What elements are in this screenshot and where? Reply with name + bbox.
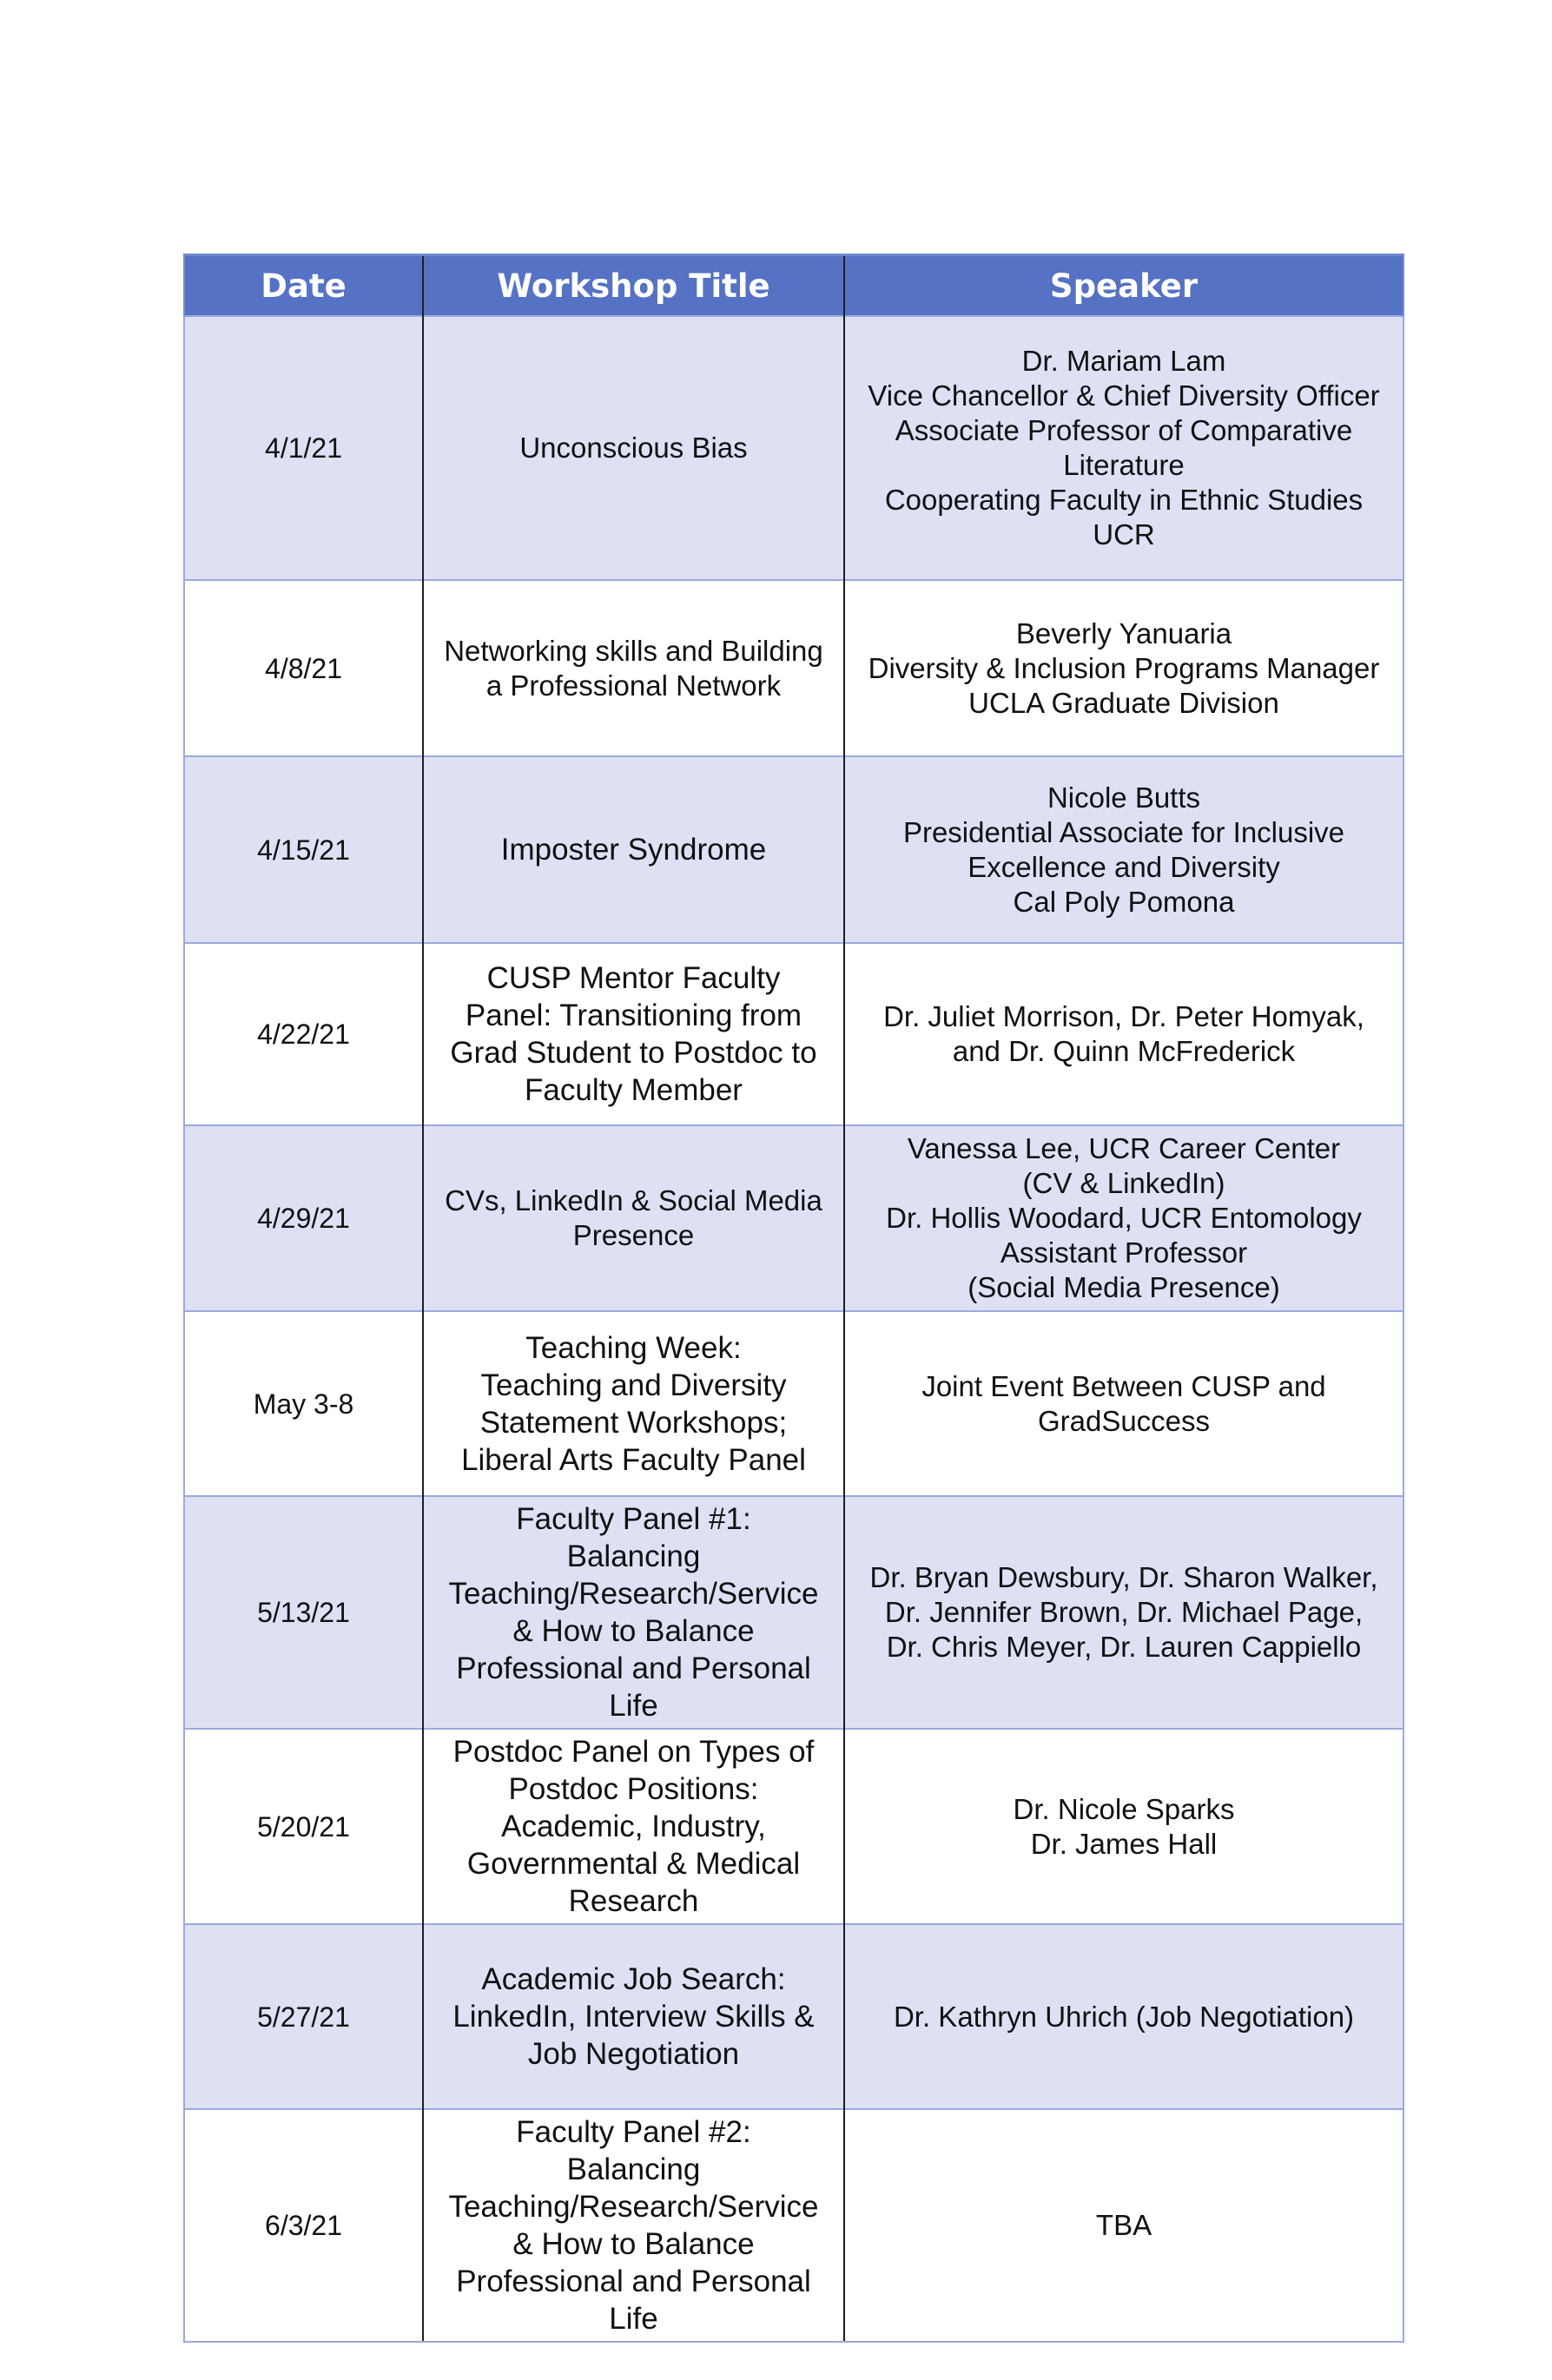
row-title: Teaching Week: Teaching and Diversity Statement Workshops; Liberal Arts Faculty Panel [423,1311,844,1496]
row-date: 4/29/21 [184,1125,423,1311]
row-date: 5/20/21 [184,1729,423,1924]
table-row [184,756,1403,943]
table-row [184,1125,1403,1311]
header-speaker: Speaker [844,255,1403,317]
row-title: Faculty Panel #1: Balancing Teaching/Research/Service & How to Balance Professional and Personal Life [423,1496,844,1729]
row-title: Imposter Syndrome [423,756,844,943]
header-row [184,255,1403,317]
row-title: Unconscious Bias [423,316,844,580]
row-speaker: Dr. Juliet Morrison, Dr. Peter Homyak, and Dr. Quinn McFrederick [844,943,1403,1125]
header-date: Date [184,255,423,317]
row-speaker: Dr. Mariam Lam Vice Chancellor & Chief Diversity Officer Associate Professor of Comparative Literature Cooperating Faculty in Ethnic Studies UCR [844,316,1403,580]
row-date: 5/13/21 [184,1496,423,1729]
row-speaker: TBA [844,2109,1403,2342]
row-title: Postdoc Panel on Types of Postdoc Positions: Academic, Industry, Governmental & Medical Research [423,1729,844,1924]
header-workshop-title: Workshop Title [423,255,844,317]
row-title: Networking skills and Building a Professional Network [423,580,844,756]
table-row [184,2109,1403,2342]
schedule-table [183,254,1404,2343]
row-title: Faculty Panel #2: Balancing Teaching/Research/Service & How to Balance Professional and Personal Life [423,2109,844,2342]
table-row [184,580,1403,756]
row-date: 4/22/21 [184,943,423,1125]
table-row [184,943,1403,1125]
row-date: 4/8/21 [184,580,423,756]
table-row [184,1729,1403,1924]
row-speaker: Beverly Yanuaria Diversity & Inclusion Programs Manager UCLA Graduate Division [844,580,1403,756]
table-row [184,1924,1403,2109]
row-date: 6/3/21 [184,2109,423,2342]
row-title: CVs, LinkedIn & Social Media Presence [423,1125,844,1311]
row-title: CUSP Mentor Faculty Panel: Transitioning from Grad Student to Postdoc to Faculty Member [423,943,844,1125]
row-speaker: Nicole Butts Presidential Associate for Inclusive Excellence and Diversity Cal Poly Pomona [844,756,1403,943]
row-speaker: Dr. Nicole Sparks Dr. James Hall [844,1729,1403,1924]
row-title: Academic Job Search: LinkedIn, Interview Skills & Job Negotiation [423,1924,844,2109]
row-date: May 3-8 [184,1311,423,1496]
table-row [184,1496,1403,1729]
table-row [184,316,1403,580]
row-speaker: Dr. Bryan Dewsbury, Dr. Sharon Walker, Dr. Jennifer Brown, Dr. Michael Page, Dr. Chris Meyer, Dr. Lauren Cappiello [844,1496,1403,1729]
row-date: 4/15/21 [184,756,423,943]
row-date: 4/1/21 [184,316,423,580]
row-speaker: Dr. Kathryn Uhrich (Job Negotiation) [844,1924,1403,2109]
workshop-schedule [183,254,1403,2343]
row-speaker: Joint Event Between CUSP and GradSuccess [844,1311,1403,1496]
row-speaker: Vanessa Lee, UCR Career Center (CV & LinkedIn) Dr. Hollis Woodard, UCR Entomology Assistant Professor (Social Media Presence) [844,1125,1403,1311]
table-row [184,1311,1403,1496]
row-date: 5/27/21 [184,1924,423,2109]
